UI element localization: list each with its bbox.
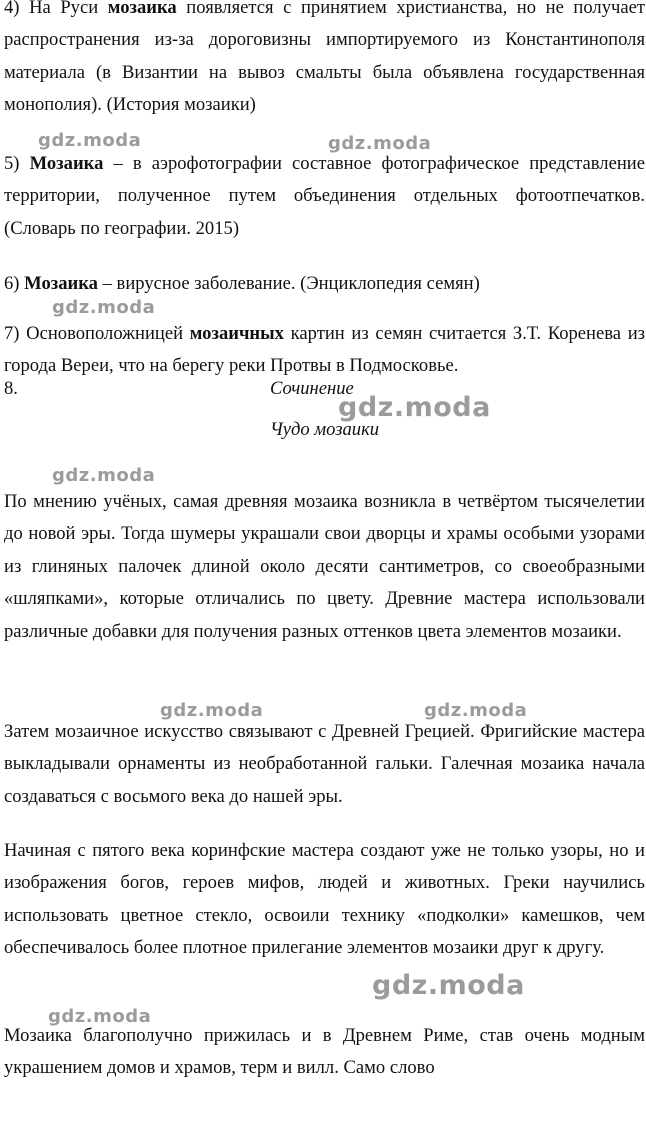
watermark: gdz.moda xyxy=(38,130,142,151)
bold-term: мозаика xyxy=(107,0,177,18)
bold-term: мозаичных xyxy=(189,323,284,344)
essay-paragraph-4: Мозаика благополучно прижилась и в Древнем Риме, став очень модным украшением домов и храмов, терм и вилл. Само слово xyxy=(4,1025,645,1079)
essay-paragraph-2: Затем мозаичное искусство связывают с Древней Грецией. Фригийские мастера выкладывали орнаменты из необработанной гальки. Галечная мозаика начала создаваться с восьмого века до нашей эры. xyxy=(4,721,645,807)
watermark: gdz.moda xyxy=(48,1006,152,1027)
essay-title: Чудо мозаики xyxy=(269,419,380,440)
text: 7) Основоположницей xyxy=(4,323,190,344)
watermark: gdz.moda xyxy=(372,970,525,1001)
watermark: gdz.moda xyxy=(328,133,432,154)
watermark: gdz.moda xyxy=(52,297,156,318)
watermark: gdz.moda xyxy=(424,700,528,721)
text: 5) xyxy=(4,153,30,174)
essay-label: Сочинение xyxy=(270,378,354,399)
watermark: gdz.moda xyxy=(338,392,491,423)
paragraph-5 xyxy=(4,148,645,245)
text: – в аэрофотографии составное фотографическое представление территории, полученное путем объединения отдельных фотоотпечатков. (Словарь по географии. 2015) xyxy=(4,153,645,239)
paragraph-4 xyxy=(4,0,645,122)
text: картин из семян считается З.Т. Коренева из города Вереи, что на берегу реки Протвы в Подмосковье. xyxy=(4,323,645,377)
text: 4) На Руси xyxy=(4,0,108,18)
bold-term: Мозаика xyxy=(29,153,104,174)
essay-paragraph-3: Начиная с пятого века коринфские мастера создают уже не только узоры, но и изображения богов, героев мифов, людей и животных. Греки научились использовать цветное стекло, освоили технику «подколки» камешков, чем обеспечивалось более плотное прилегание элементов мозаики друг к другу. xyxy=(4,840,645,959)
item-8-number: 8. xyxy=(4,378,18,399)
text: появляется с принятием христианства, но не получает распространения из-за дороговизны импортируемого из Константинополя материала (в Византии на вывоз смальты была объявлена государственная монополия). (История мозаики) xyxy=(4,0,645,116)
text: 6) xyxy=(4,273,25,294)
essay-paragraph-1: По мнению учёных, самая древняя мозаика возникла в четвёртом тысячелетии до новой эры. Тогда шумеры украшали свои дворцы и храмы особыми узорами из глиняных палочек длиной около десяти сантиметров, со своеобразными «шляпками», которые отличались по цвету. Древние мастера использовали различные добавки для получения разных оттенков цвета элементов мозаики. xyxy=(4,491,645,642)
watermark: gdz.moda xyxy=(52,465,156,486)
paragraph-6 xyxy=(4,268,645,300)
bold-term: Мозаика xyxy=(24,273,98,294)
text: – вирусное заболевание. (Энциклопедия семян) xyxy=(97,273,480,294)
watermark: gdz.moda xyxy=(160,700,264,721)
